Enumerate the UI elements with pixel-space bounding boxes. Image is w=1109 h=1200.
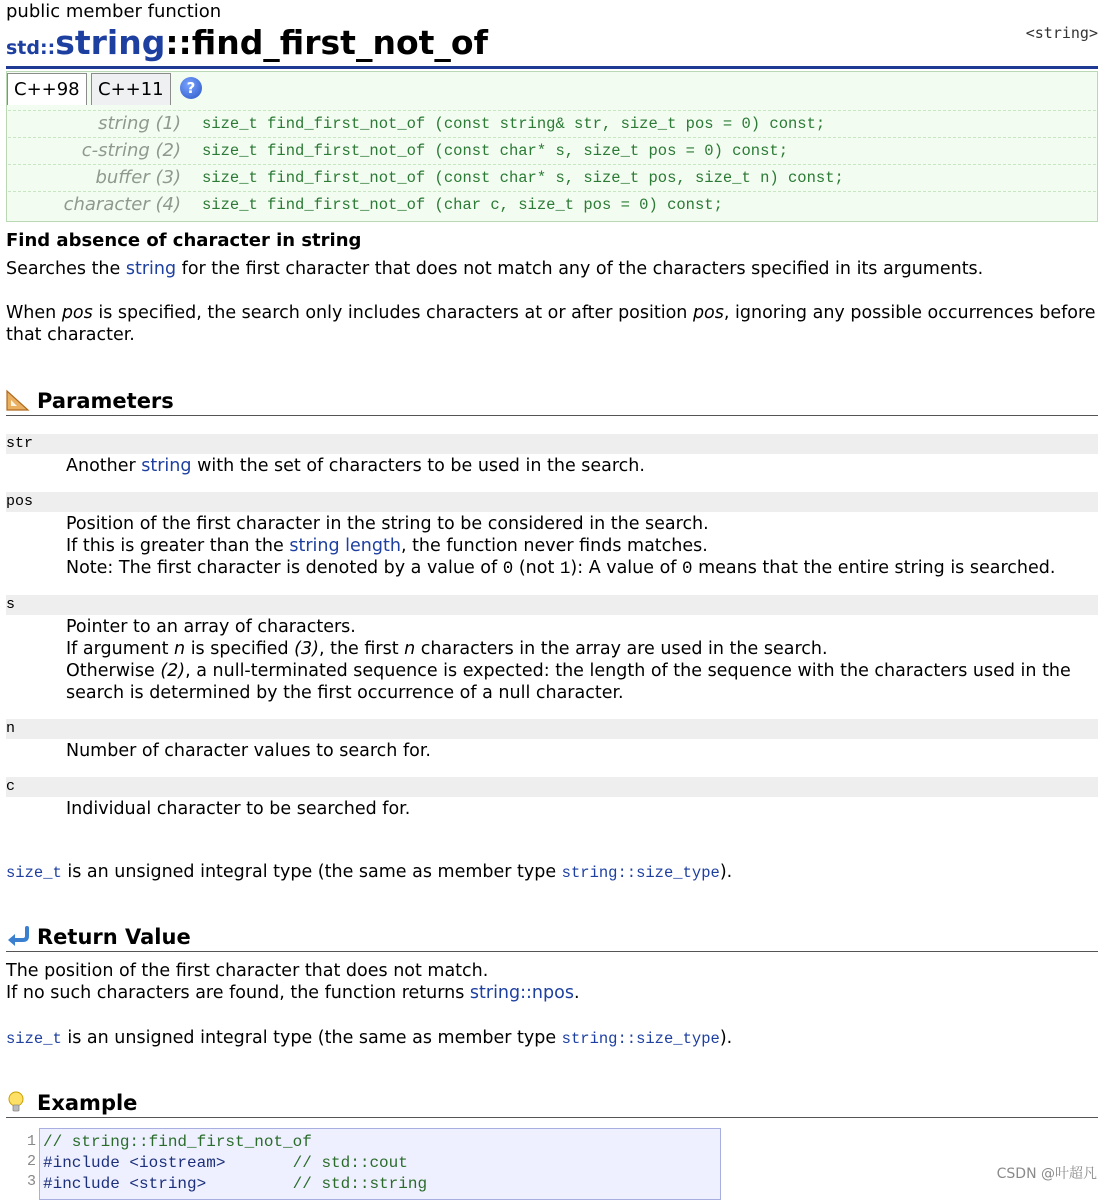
code-comment: // std::string — [292, 1175, 428, 1193]
example-code-block[interactable] — [39, 1128, 721, 1200]
prototype-signature: size_t find_first_not_of (char c, size_t pos = 0) const; — [202, 196, 723, 214]
tab-cpp11[interactable]: C++11 — [91, 73, 171, 105]
text: is specified — [185, 639, 295, 659]
param-ref: n — [174, 639, 186, 659]
summary-title: Find absence of character in string — [6, 230, 362, 251]
text: Another — [66, 456, 142, 476]
text: If argument — [66, 639, 175, 659]
text: ): A value of — [570, 558, 683, 578]
param-desc-c: Individual character to be searched for. — [66, 799, 411, 819]
pos-paragraph — [6, 302, 1096, 346]
prototype-signature: size_t find_first_not_of (const char* s, size_t pos = 0) const; — [202, 142, 788, 160]
text: Otherwise — [66, 661, 161, 681]
text: When — [6, 303, 62, 323]
param-ref: pos — [61, 303, 93, 323]
text: If no such characters are found, the function returns — [6, 983, 470, 1003]
code-value: 0 — [682, 559, 693, 579]
text: If this is greater than the — [66, 536, 290, 556]
code: #include <iostream> — [43, 1154, 293, 1172]
code-value: 0 — [502, 559, 514, 579]
return-value-heading-text: Return Value — [37, 925, 191, 949]
size-t-link[interactable]: size_t — [6, 864, 62, 882]
code-line — [43, 1153, 427, 1174]
separator: :: — [165, 23, 192, 62]
example-heading — [6, 1091, 1098, 1118]
param-desc-str — [66, 455, 1096, 477]
title-divider — [6, 66, 1098, 69]
prototype-row — [8, 191, 1096, 218]
param-term-str: str — [6, 434, 1098, 454]
prototype-list — [8, 110, 1096, 218]
size-type-link[interactable]: string::size_type — [561, 864, 720, 882]
text: means that the entire string is searched. — [692, 558, 1056, 578]
class-link[interactable]: string — [55, 23, 166, 62]
summary-paragraph — [6, 258, 1096, 280]
prototype-signature: size_t find_first_not_of (const char* s, size_t pos, size_t n) const; — [202, 169, 844, 187]
text: Position of the first character in the string to be considered in the search. — [66, 514, 709, 534]
help-icon[interactable]: ? — [180, 77, 202, 99]
line-number: 2 — [26, 1153, 36, 1170]
string-length-link[interactable]: string length — [289, 536, 401, 556]
prototype-label: buffer (3) — [95, 167, 181, 188]
text-line — [6, 982, 1096, 1004]
text: Note: The first character is denoted by a value of — [66, 558, 503, 578]
param-desc-pos — [66, 513, 1096, 580]
text: , ignoring any possible occurrences before that character. — [6, 303, 1096, 345]
param-ref: n — [404, 639, 416, 659]
text: is an unsigned integral type (the same as member type — [61, 862, 562, 882]
text-line — [66, 535, 1096, 557]
param-desc-n: Number of character values to search for. — [66, 741, 431, 761]
param-term-c: c — [6, 777, 1098, 797]
param-term-n: n — [6, 719, 1098, 739]
text: ). — [719, 862, 733, 882]
string-link[interactable]: string — [141, 456, 192, 476]
size-t-note — [6, 861, 732, 884]
text: Pointer to an array of characters. — [66, 617, 356, 637]
prototype-label: string (1) — [98, 113, 181, 134]
size-t-link[interactable]: size_t — [6, 1030, 62, 1048]
string-link[interactable]: string — [125, 259, 177, 279]
size-type-link[interactable]: string::size_type — [561, 1030, 720, 1048]
text-line — [66, 660, 1096, 704]
line-number: 3 — [26, 1173, 36, 1190]
text: The position of the first character that does not match. — [6, 961, 489, 981]
text-line — [66, 557, 1096, 580]
size-t-note — [6, 1027, 732, 1050]
text: , the function never finds matches. — [400, 536, 708, 556]
return-arrow-icon — [6, 925, 30, 947]
prototype-label: c-string (2) — [81, 140, 181, 161]
prototype-row — [8, 137, 1096, 164]
lightbulb-icon — [6, 1091, 30, 1113]
prototype-row — [8, 164, 1096, 191]
set-square-icon — [6, 389, 30, 411]
text: is an unsigned integral type (the same as member type — [61, 1028, 562, 1048]
return-value-text — [6, 960, 1096, 1004]
code: #include <string> — [43, 1175, 293, 1193]
text: (not — [513, 558, 560, 578]
param-desc-s — [66, 616, 1096, 704]
line-number: 1 — [26, 1133, 36, 1150]
text: for the first character that does not match any of the characters specified in its arguments. — [176, 259, 984, 279]
parameters-heading-text: Parameters — [37, 389, 174, 413]
param-ref: pos — [692, 303, 724, 323]
overload-ref: (3) — [294, 639, 319, 659]
text: Searches the — [6, 259, 126, 279]
code-lines — [43, 1132, 427, 1195]
param-term-pos: pos — [6, 492, 1098, 512]
prototype-row — [8, 110, 1096, 137]
text: characters in the array are used in the search. — [415, 639, 828, 659]
text: , the first — [318, 639, 405, 659]
prototype-signature: size_t find_first_not_of (const string& str, size_t pos = 0) const; — [202, 115, 826, 133]
code-comment: // std::cout — [292, 1154, 408, 1172]
namespace-link[interactable]: std:: — [6, 37, 56, 59]
code-value: 1 — [559, 559, 571, 579]
text: ). — [719, 1028, 733, 1048]
text: . — [573, 983, 580, 1003]
prototypes-box — [6, 71, 1098, 222]
parameters-heading — [6, 389, 1098, 416]
overload-ref: (2) — [160, 661, 186, 681]
text: is specified, the search only includes characters at or after position — [92, 303, 693, 323]
function-name: find_first_not_of — [191, 23, 488, 62]
code-line — [43, 1174, 427, 1195]
example-heading-text: Example — [37, 1091, 138, 1115]
text-line — [66, 638, 1096, 660]
text: , a null-terminated sequence is expected: the length of the sequence with the characters used in the search is determined by the first occurrence of a null character. — [66, 661, 1071, 703]
member-kind: public member function — [6, 1, 222, 22]
tab-cpp98[interactable]: C++98 — [7, 73, 87, 105]
code-comment: // string::find_first_not_of — [43, 1133, 312, 1151]
npos-link[interactable]: string::npos — [469, 983, 574, 1003]
page-title — [6, 23, 488, 62]
text: with the set of characters to be used in the search. — [191, 456, 645, 476]
watermark: CSDN @叶超凡 — [996, 1166, 1097, 1182]
param-term-s: s — [6, 595, 1098, 615]
return-value-heading — [6, 925, 1098, 952]
code-line — [43, 1132, 427, 1153]
prototype-label: character (4) — [63, 194, 181, 215]
library-header[interactable]: <string> — [1025, 24, 1098, 42]
line-numbers — [22, 1132, 36, 1192]
